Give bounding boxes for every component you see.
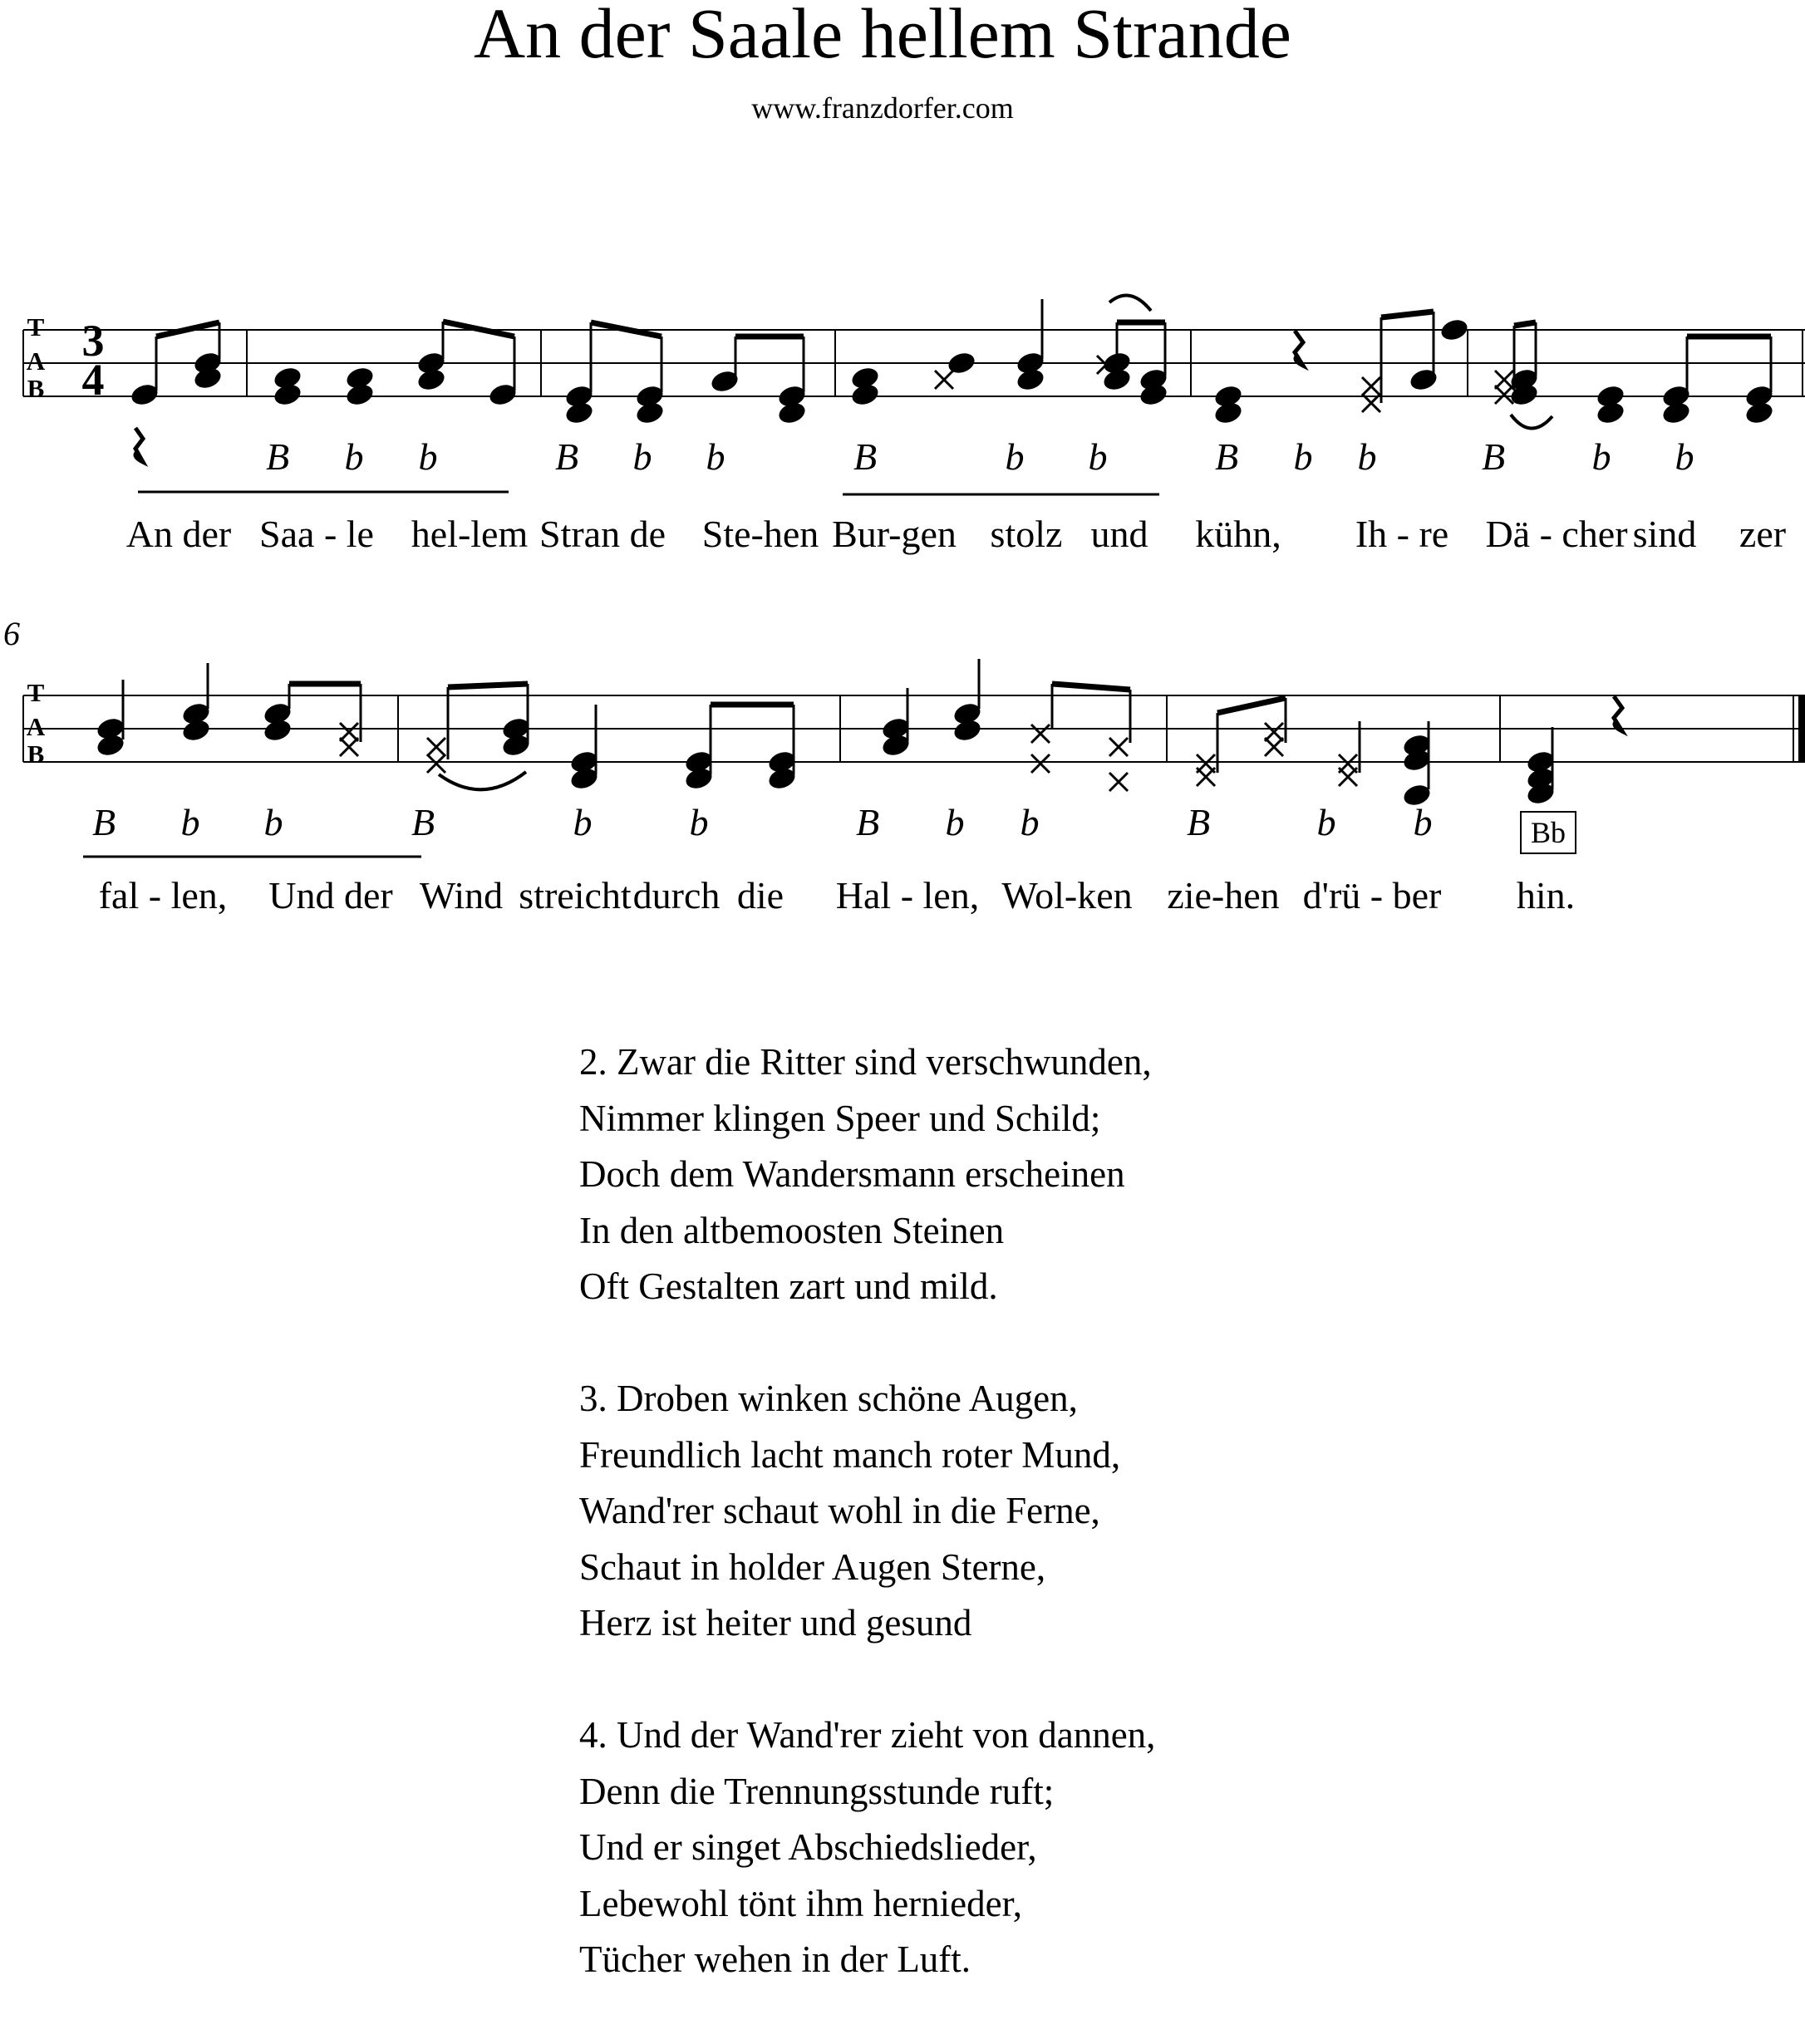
verse-stanza [579,1371,1576,1652]
lyric-syllable: Hal - len, [835,874,980,916]
slur [1109,296,1151,311]
verse-line: 3. Droben winken schöne Augen, [579,1378,1078,1419]
note-head-icon [1439,317,1470,343]
note-beam [1514,322,1536,326]
tablature-score [0,0,1805,956]
verse-line: Oft Gestalten zart und mild. [579,1265,998,1307]
cross-note-head-icon [1109,773,1128,791]
tab-clef-letter-b-2: B [27,739,45,769]
lyric-syllable: zer [1739,513,1787,555]
chord-label: b [706,435,725,478]
tab-clef-letter-t: T [27,312,45,341]
chord-label: b [1675,435,1694,478]
verse-line: Nimmer klingen Speer und Schild; [579,1097,1101,1139]
note-beam [448,684,528,687]
note-head-icon [272,365,303,391]
lyric-syllable: und [1090,513,1148,555]
chord-label: b [263,801,283,843]
cross-note-head-icon [1495,371,1513,389]
verse-line: Schaut in holder Augen Sterne, [579,1545,1046,1588]
note-beam [1052,684,1130,690]
slur [1511,415,1552,429]
note-head-icon [1212,383,1244,410]
cross-note-head-icon [1265,723,1283,741]
verse-line: Denn die Trennungsstunde ruft; [579,1770,1055,1812]
chord-label: b [689,801,709,843]
chord-label: b [344,435,364,478]
staff-system-2 [23,695,1805,762]
quarter-rest-icon [1614,696,1622,731]
cross-note-head-icon [340,723,358,741]
verse-line: 4. Und der Wand'rer zieht von dannen, [579,1714,1156,1756]
lyric-syllable: An der [125,513,232,555]
chord-label: B [1481,435,1506,478]
lyric-syllable: stolz [990,513,1063,555]
tab-clef-letter-a: A [26,346,46,376]
verse-line: Und er singet Abschiedslieder, [579,1826,1037,1868]
cross-note-head-icon [1339,754,1357,773]
verse-line: Wand'rer schaut wohl in die Ferne, [579,1490,1100,1531]
chord-label: b [573,801,593,843]
lyric-syllable: Saa - le [259,513,374,555]
cross-note-head-icon [1197,754,1215,773]
cross-note-head-icon [1031,725,1050,743]
chord-label: B [411,801,435,843]
cross-note-head-icon [340,738,358,756]
lyric-syllable: zie-hen [1167,874,1280,916]
lyric-syllable: fal - len, [98,874,228,916]
verse-line: 2. Zwar die Ritter sind verschwunden, [579,1041,1152,1083]
lyric-syllable: Wind [419,874,504,916]
website-credit: www.franzdorfer.com [751,91,1014,125]
verse-line: Lebewohl tönt ihm hernieder, [579,1882,1023,1924]
lyric-syllable: d'rü - ber [1302,874,1442,916]
note-beam [1381,312,1434,317]
cross-note-head-icon [1362,377,1380,396]
note-head-icon [849,365,881,391]
chord-label: b [1005,435,1025,478]
lyric-syllable: Ste-hen [701,513,819,555]
chord-label: b [1357,435,1377,478]
lyric-syllable: kühn, [1195,513,1281,555]
lyric-syllable: Wol-ken [1001,874,1133,916]
note-beam [1217,698,1286,713]
lyric-syllable: Bur-gen [832,513,957,555]
song-title: An der Saale hellem Strande [474,0,1291,73]
chord-label: b [1413,801,1433,843]
tab-clef-letter-b: B [27,374,45,403]
quarter-rest-icon [135,428,143,462]
cross-note-head-icon [1495,386,1513,404]
chord-label: b [1591,435,1611,478]
time-signature-top: 3 [81,316,105,366]
lyric-syllable: hel-lem [411,513,529,555]
chord-label: b [1020,801,1040,843]
verse-line: In den altbemoosten Steinen [579,1209,1005,1251]
measure-number: 6 [3,615,20,652]
chord-label: B [554,435,579,478]
cross-note-head-icon [427,738,445,756]
chord-label: b [945,801,965,843]
quarter-rest-icon [1295,331,1303,366]
chord-label: b [418,435,438,478]
lyric-syllable: die [736,874,784,916]
tab-clef-letter-a-2: A [26,712,46,741]
lyric-syllable: Ih - re [1355,513,1449,555]
verse-line: Herz ist heiter und gesund [579,1602,972,1644]
verse-stanza [579,1034,1576,1315]
chord-label: B [1214,435,1239,478]
lyric-syllable: Stran de [539,513,666,555]
chord-label: b [1316,801,1336,843]
chord-label: b [180,801,200,843]
note-head-icon [1595,383,1626,410]
chord-label: b [632,435,652,478]
chord-label: B [853,435,878,478]
lyric-syllable: Dä - cher [1485,513,1628,555]
chord-label: B [265,435,290,478]
lyric-syllable: durch [632,874,721,916]
verse-line: Freundlich lacht manch roter Mund, [579,1433,1121,1476]
chord-label: b [1293,435,1313,478]
lyric-syllable: hin. [1516,874,1576,916]
cross-note-head-icon [1031,754,1050,773]
tab-clef-letter-t-2: T [27,678,45,707]
final-chord-box-label: Bb [1530,816,1566,849]
additional-verses [579,1034,1576,2044]
cross-note-head-icon [427,754,445,773]
note-head-icon [95,715,126,742]
verse-stanza [579,1707,1576,1988]
verse-line: Tücher wehen in der Luft. [579,1938,971,1980]
slur [439,772,526,789]
time-signature-bottom: 4 [81,355,105,405]
cross-note-head-icon [1265,738,1283,756]
lyric-syllable: streicht [519,874,632,916]
lyric-syllable: sind [1632,513,1697,555]
final-barline [1798,695,1805,762]
note-head-icon [344,365,376,391]
chord-label: b [1088,435,1108,478]
cross-note-head-icon [1109,738,1128,756]
chord-label: B [91,801,116,843]
chord-label: B [855,801,880,843]
cross-note-head-icon [935,371,953,389]
verse-line: Doch dem Wandersmann erscheinen [579,1153,1125,1195]
chord-label: B [1186,801,1211,843]
lyric-syllable: Und der [268,874,393,916]
